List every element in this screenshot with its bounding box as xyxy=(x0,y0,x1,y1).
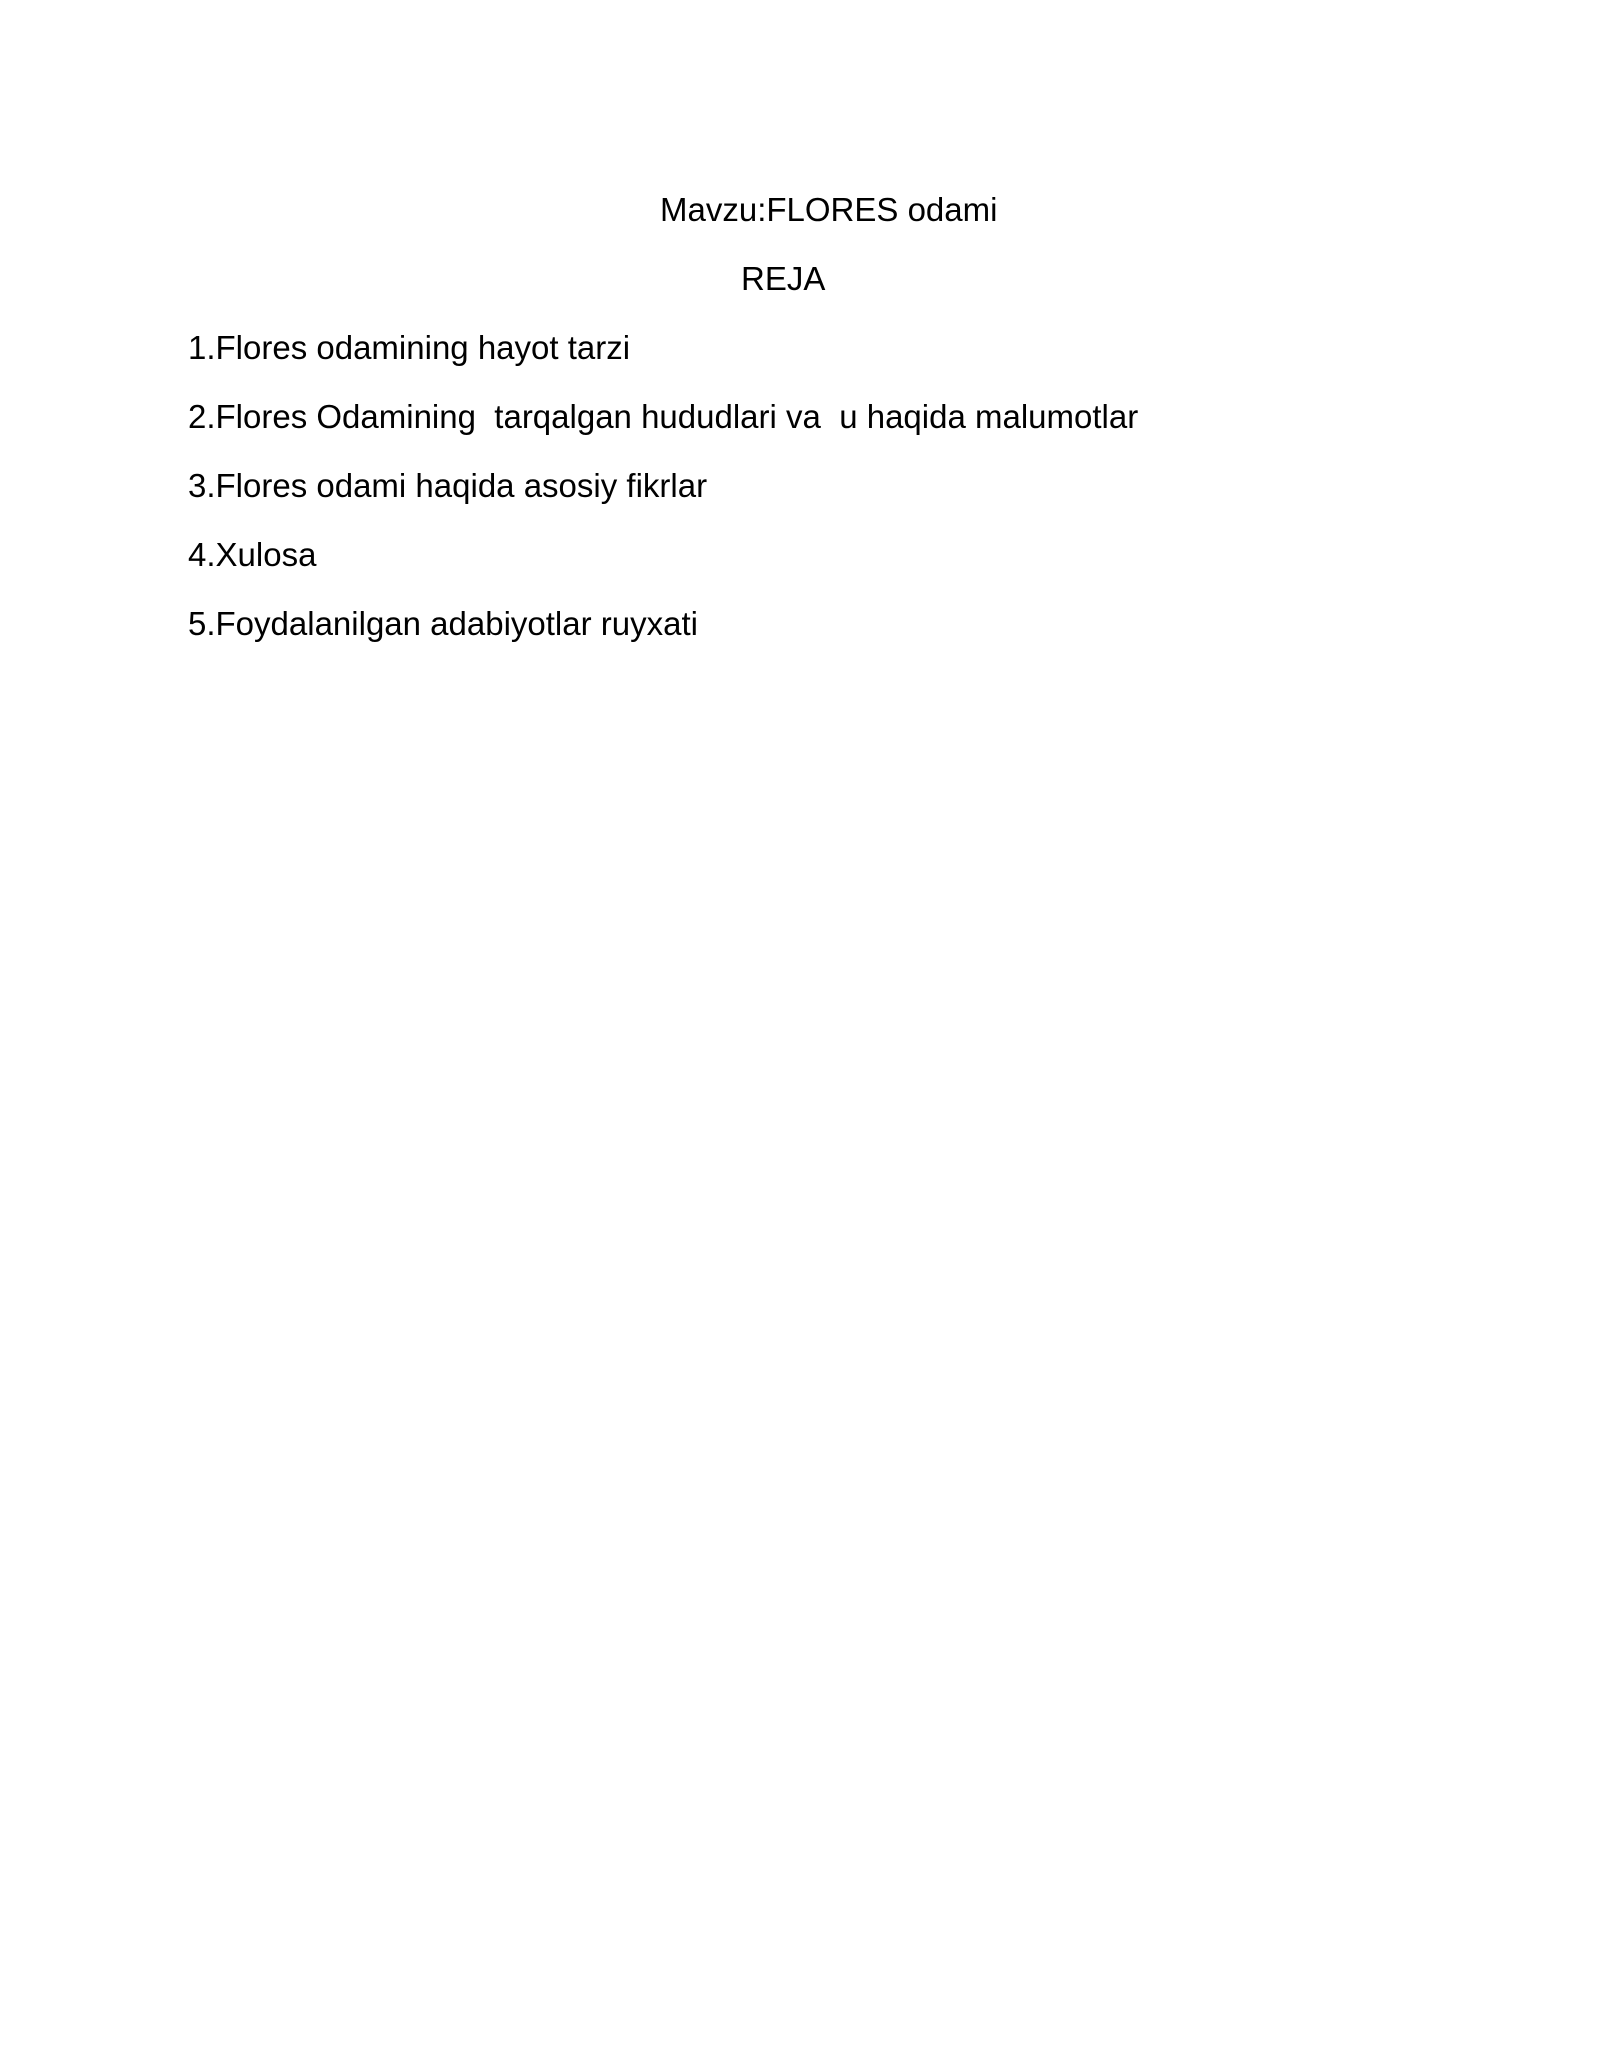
plan-heading: REJA xyxy=(741,260,826,297)
plan-item: 4.Xulosa xyxy=(188,536,317,573)
plan-item: 3.Flores odami haqida asosiy fikrlar xyxy=(188,467,708,504)
plan-item: 5.Foydalanilgan adabiyotlar ruyxati xyxy=(188,605,698,642)
plan-list xyxy=(188,326,1138,671)
plan-item: 2.Flores Odamining tarqalgan hududlari va u haqida malumotlar xyxy=(188,398,1139,435)
document-topic: Mavzu:FLORES odami xyxy=(660,191,998,228)
plan-item: 1.Flores odamining hayot tarzi xyxy=(188,329,631,366)
